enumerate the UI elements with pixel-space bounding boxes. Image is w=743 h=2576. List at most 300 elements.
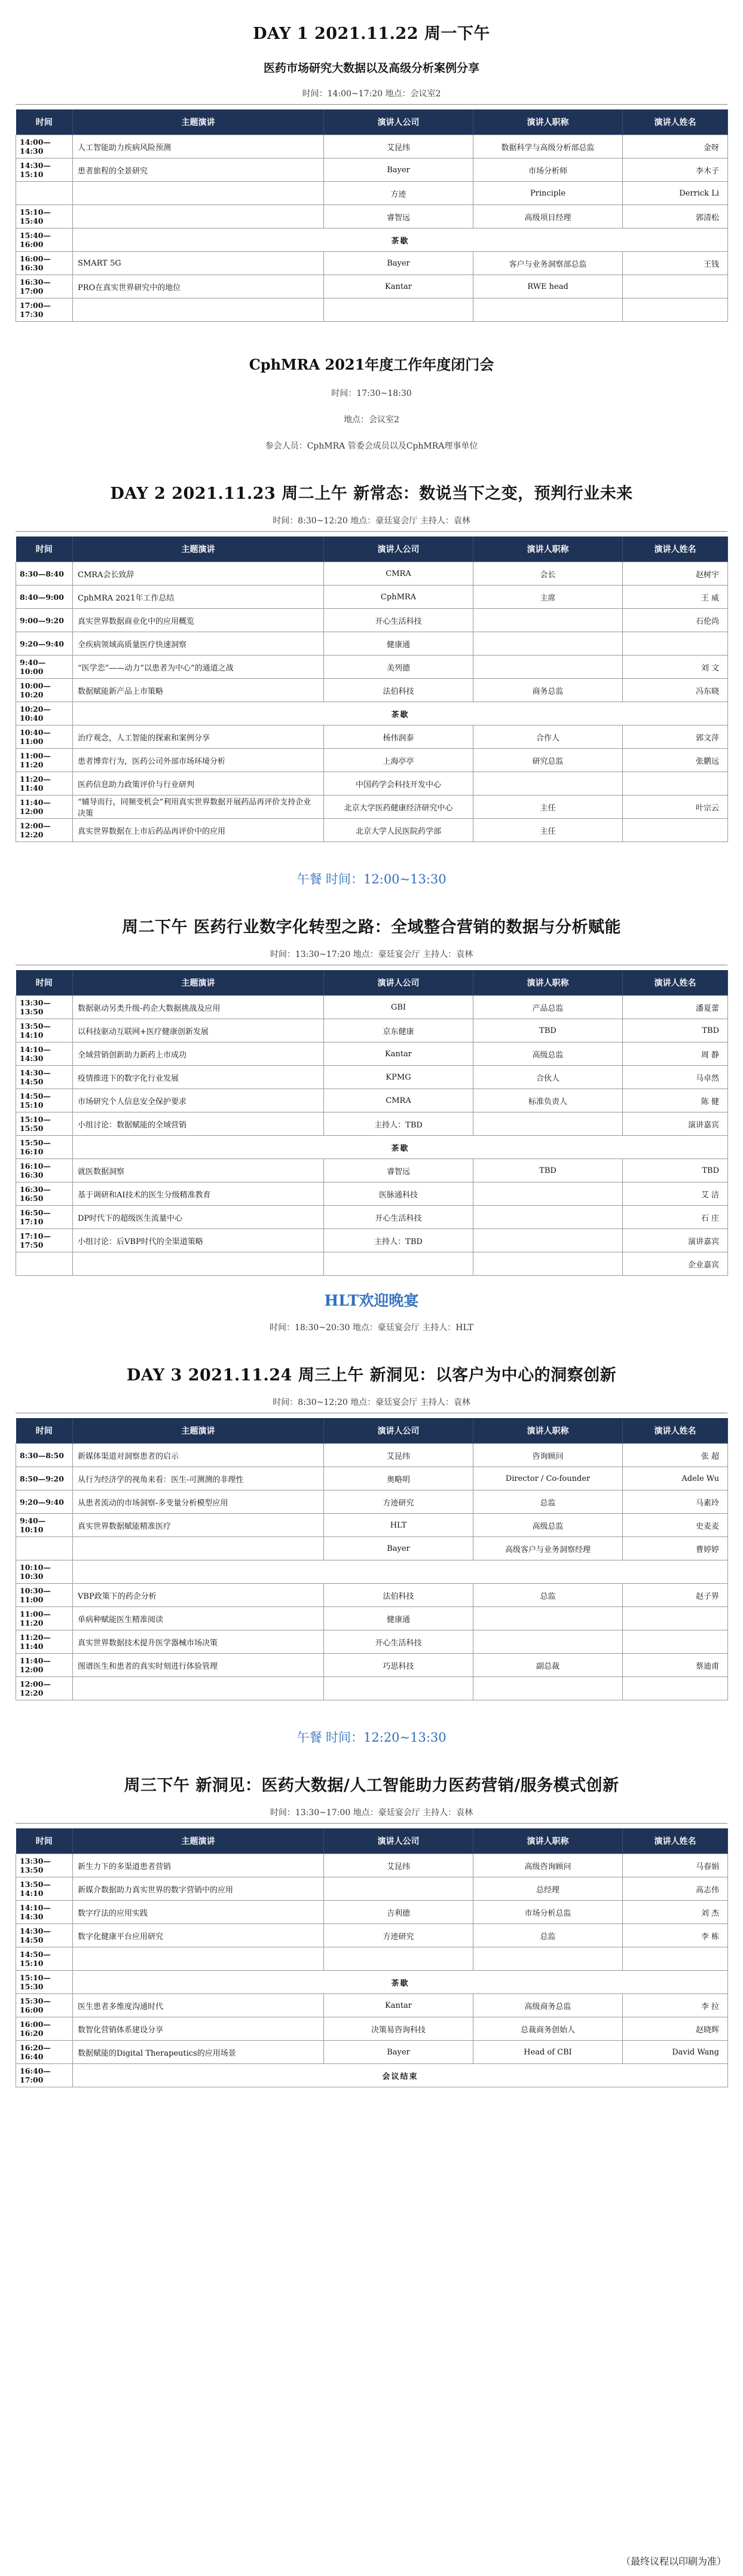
row-title: “医学恋”——动力“以患者为中心”的通道之战: [73, 656, 324, 679]
row-title: 人工智能助力疾病风险预测: [73, 135, 324, 158]
day2pm-schedule-table: [16, 970, 728, 1276]
row-time: 9:40—10:00: [16, 656, 73, 679]
row-title: CMRA会长致辞: [73, 562, 324, 586]
header-title: 主题演讲: [73, 536, 324, 562]
table-row: [16, 1182, 728, 1206]
row-time: 16:00—16:30: [16, 252, 73, 275]
row-speaker: 刘 杰: [623, 1901, 728, 1924]
table-row: [16, 1444, 728, 1467]
row-role: 高级客户与业务洞察经理: [473, 1537, 623, 1560]
row-company: HLT: [324, 1514, 473, 1537]
row-role: Principle: [473, 182, 623, 205]
header-role: 演讲人职称: [473, 1828, 623, 1854]
row-role: 总监: [473, 1584, 623, 1607]
header-company: 演讲人公司: [324, 1418, 473, 1444]
row-role: 市场分析总监: [473, 1901, 623, 1924]
row-speaker: Derrick Li: [623, 182, 728, 205]
table-row: [16, 1630, 728, 1654]
table-row: [16, 1924, 728, 1947]
row-time: 13:30—13:50: [16, 1854, 73, 1877]
row-company: 北京大学人民医院药学部: [324, 819, 473, 842]
day1-schedule-table: [16, 109, 728, 322]
cphmra-place: 地点：会议室2: [344, 415, 399, 425]
row-time: 8:30—8:40: [16, 562, 73, 586]
row-company: 法伯科技: [324, 1584, 473, 1607]
end-label: 会议结束: [73, 2064, 728, 2087]
row-company: 艾昆纬: [324, 135, 473, 158]
row-company: 方迹研究: [324, 1490, 473, 1514]
row-company: 艾昆纬: [324, 1854, 473, 1877]
row-title: 医生患者多维度沟通时代: [73, 1994, 324, 2017]
row-role: 主任: [473, 819, 623, 842]
day3pm-meta: 时间：13:30~17:00 地点：豪廷宴会厅 主持人：袁林: [270, 1808, 473, 1818]
row-time: 8:30—8:50: [16, 1444, 73, 1467]
divider: [16, 531, 727, 532]
day3pm-title: 周三下午 新洞见：医药大数据/人工智能助力医药营销/服务模式创新: [124, 1776, 619, 1795]
row-company: 杨伟润泰: [324, 725, 473, 749]
row-role: 高级总监: [473, 1514, 623, 1537]
row-speaker: 赵晓辉: [623, 2017, 728, 2041]
row-time: 14:30—15:10: [16, 158, 73, 182]
row-title: 以科技驱动互联网+医疗健康创新发展: [73, 1019, 324, 1042]
row-company: 奥略明: [324, 1467, 473, 1490]
row-speaker: 李木子: [623, 158, 728, 182]
table-row: [16, 1112, 728, 1136]
table-row: [16, 182, 728, 205]
row-company: [324, 1252, 473, 1276]
row-title: 数据赋能新产品上市策略: [73, 679, 324, 702]
row-speaker: 王 威: [623, 586, 728, 609]
row-speaker: [623, 275, 728, 298]
day3am-meta: 时间：8:30~12:20 地点：豪廷宴会厅 主持人：袁林: [273, 1398, 470, 1407]
row-role: 总裁商务创始人: [473, 2017, 623, 2041]
table-row: [16, 2017, 728, 2041]
row-company: 睿智远: [324, 205, 473, 228]
row-speaker: 赵树宇: [623, 562, 728, 586]
header-company: 演讲人公司: [324, 109, 473, 135]
header-time: 时间: [16, 109, 73, 135]
row-time: 10:00—10:20: [16, 679, 73, 702]
header-title: 主题演讲: [73, 1828, 324, 1854]
row-company: [324, 1677, 473, 1700]
table-row: [16, 656, 728, 679]
row-company: 开心生活科技: [324, 1206, 473, 1229]
row-role: [473, 1206, 623, 1229]
header-time: 时间: [16, 970, 73, 996]
row-role: [473, 1677, 623, 1700]
row-speaker: 马素玲: [623, 1490, 728, 1514]
row-company: [324, 298, 473, 322]
row-company: [324, 1947, 473, 1971]
row-title: [73, 1677, 324, 1700]
row-speaker: [623, 298, 728, 322]
cphmra-time: 时间：17:30~18:30: [331, 389, 412, 398]
row-time: 14:30—14:50: [16, 1066, 73, 1089]
row-speaker: 蔡迪甫: [623, 1654, 728, 1677]
day1-title: DAY 1 2021.11.22 周一下午: [253, 25, 490, 43]
row-title: [73, 1252, 324, 1276]
divider: [16, 1823, 727, 1824]
row-speaker: 石伦尚: [623, 609, 728, 632]
row-title: 单病种赋能医生精准阅读: [73, 1607, 324, 1630]
row-speaker: David Wang: [623, 2041, 728, 2064]
table-row: [16, 1677, 728, 1700]
row-title: DP时代下的超级医生流量中心: [73, 1206, 324, 1229]
row-time: 8:50—9:20: [16, 1467, 73, 1490]
row-title: 新媒体渠道对洞察患者的启示: [73, 1444, 324, 1467]
row-company: KPMG: [324, 1066, 473, 1089]
row-time: [16, 1537, 73, 1560]
row-speaker: 李 拉: [623, 1994, 728, 2017]
table-header-row: [16, 109, 728, 135]
row-time: 16:50—17:10: [16, 1206, 73, 1229]
row-speaker: 企业嘉宾: [623, 1252, 728, 1276]
header-time: 时间: [16, 1418, 73, 1444]
table-row: [16, 679, 728, 702]
row-time: 14:10—14:30: [16, 1901, 73, 1924]
row-speaker: [623, 632, 728, 656]
header-title: 主题演讲: [73, 970, 324, 996]
row-speaker: 刘 文: [623, 656, 728, 679]
row-speaker: 潘夏蕾: [623, 996, 728, 1019]
header-company: 演讲人公司: [324, 1828, 473, 1854]
row-title: 医药信息助力政策评价与行业研判: [73, 772, 324, 795]
row-company: 上海亭亭: [324, 749, 473, 772]
row-role: [473, 1112, 623, 1136]
row-title: 患者博弈行为，医药公司外部市场环境分析: [73, 749, 324, 772]
row-time: 15:10—15:40: [16, 205, 73, 228]
day3pm-schedule-table: [16, 1828, 728, 2087]
row-time: 13:50—14:10: [16, 1019, 73, 1042]
day2pm-meta: 时间：13:30~17:20 地点：豪廷宴会厅 主持人：袁林: [270, 950, 473, 959]
header-time: 时间: [16, 536, 73, 562]
row-time: 13:30—13:50: [16, 996, 73, 1019]
row-company: 主持人：TBD: [324, 1112, 473, 1136]
row-time: 9:40—10:10: [16, 1514, 73, 1537]
table-row: [16, 1537, 728, 1560]
row-time: 14:00—14:30: [16, 135, 73, 158]
row-title: 真实世界数据商业化中的应用概览: [73, 609, 324, 632]
table-row: [16, 1607, 728, 1630]
table-row: [16, 996, 728, 1019]
table-row: [16, 1066, 728, 1089]
row-role: 合伙人: [473, 1066, 623, 1089]
row-company: 巧思科技: [324, 1654, 473, 1677]
row-role: [473, 1607, 623, 1630]
header-title: 主题演讲: [73, 109, 324, 135]
row-time: 13:50—14:10: [16, 1877, 73, 1901]
row-time: 10:20—10:40: [16, 702, 73, 725]
row-title: 从患者流动的市场洞察-多变量分析模型应用: [73, 1490, 324, 1514]
table-header-row: [16, 970, 728, 996]
row-role: 主任: [473, 795, 623, 819]
row-role: 高级总监: [473, 1042, 623, 1066]
table-row: [16, 298, 728, 322]
row-company: Kantar: [324, 275, 473, 298]
row-time: 17:10—17:50: [16, 1229, 73, 1252]
row-role: [473, 1630, 623, 1654]
table-row: [16, 252, 728, 275]
row-title: [73, 205, 324, 228]
row-title: 新生力下的多渠道患者营销: [73, 1854, 324, 1877]
row-role: 产品总监: [473, 996, 623, 1019]
row-speaker: 演讲嘉宾: [623, 1112, 728, 1136]
cphmra-title: CphMRA 2021年度工作年度闭门会: [249, 356, 494, 373]
row-role: TBD: [473, 1159, 623, 1182]
row-time: 16:20—16:40: [16, 2041, 73, 2064]
row-speaker: 叶宗云: [623, 795, 728, 819]
row-time: 9:20—9:40: [16, 632, 73, 656]
row-title: 小组讨论：后VBP时代的全渠道策略: [73, 1229, 324, 1252]
header-name: 演讲人姓名: [623, 536, 728, 562]
row-time: 9:20—9:40: [16, 1490, 73, 1514]
row-title: 新媒介数据助力真实世界的数字营销中的应用: [73, 1877, 324, 1901]
table-row: [16, 1654, 728, 1677]
break-label: 茶歇: [73, 702, 728, 725]
row-time: 16:30—16:50: [16, 1182, 73, 1206]
row-title: 数字化健康平台应用研究: [73, 1924, 324, 1947]
row-speaker: 马春娟: [623, 1854, 728, 1877]
table-row: [16, 1136, 728, 1159]
row-speaker: TBD: [623, 1159, 728, 1182]
row-company: Bayer: [324, 252, 473, 275]
day3am-title: DAY 3 2021.11.24 周三上午 新洞见：以客户为中心的洞察创新: [126, 1366, 617, 1385]
row-role: 数据科学与高级分析部总监: [473, 135, 623, 158]
row-title: 数智化营销体系建设分享: [73, 2017, 324, 2041]
day2am-title: DAY 2 2021.11.23 周二上午 新常态：数说当下之变，预判行业未来: [110, 484, 633, 503]
row-title: 疫情推进下的数字化行业发展: [73, 1066, 324, 1089]
row-time: 14:30—14:50: [16, 1924, 73, 1947]
lunch-break-2: 午餐 时间：12:20~13:30: [296, 1730, 447, 1745]
table-row: [16, 772, 728, 795]
row-time: 15:40—16:00: [16, 228, 73, 252]
row-time: 15:50—16:10: [16, 1136, 73, 1159]
row-company: 主持人：TBD: [324, 1229, 473, 1252]
row-speaker: Adele Wu: [623, 1467, 728, 1490]
row-time: 14:50—15:10: [16, 1089, 73, 1112]
row-title: [73, 1537, 324, 1560]
row-role: 副总裁: [473, 1654, 623, 1677]
row-role: 标准负责人: [473, 1089, 623, 1112]
table-row: [16, 1514, 728, 1537]
row-title: 基于调研和AI技术的医生分级精准教育: [73, 1182, 324, 1206]
table-row: [16, 632, 728, 656]
row-title: [73, 298, 324, 322]
row-company: Bayer: [324, 158, 473, 182]
table-row: [16, 2041, 728, 2064]
row-role: 会长: [473, 562, 623, 586]
row-company: Kantar: [324, 1994, 473, 2017]
table-row: [16, 158, 728, 182]
row-title: 市场研究个人信息安全保护要求: [73, 1089, 324, 1112]
row-role: 总监: [473, 1490, 623, 1514]
row-speaker: 金呀: [623, 135, 728, 158]
break-label: 茶歇: [73, 1971, 728, 1994]
hlt-dinner-title: HLT欢迎晚宴: [324, 1292, 419, 1309]
row-role: 市场分析师: [473, 158, 623, 182]
header-time: 时间: [16, 1828, 73, 1854]
row-speaker: 高志伟: [623, 1877, 728, 1901]
row-role: [473, 1182, 623, 1206]
row-title: CphMRA 2021年工作总结: [73, 586, 324, 609]
table-row: [16, 562, 728, 586]
row-company: GBI: [324, 996, 473, 1019]
row-title: PRO在真实世界研究中的地位: [73, 275, 324, 298]
table-row: [16, 725, 728, 749]
row-company: 艾昆纬: [324, 1444, 473, 1467]
row-speaker: [623, 1607, 728, 1630]
table-row: [16, 1994, 728, 2017]
row-time: 11:40—12:00: [16, 795, 73, 819]
row-title: 数据驱动另类升级-药企大数据挑战及应用: [73, 996, 324, 1019]
row-time: 16:40—17:00: [16, 2064, 73, 2087]
table-row: [16, 1971, 728, 1994]
header-company: 演讲人公司: [324, 970, 473, 996]
table-row: [16, 609, 728, 632]
row-speaker: 曹婷婷: [623, 1537, 728, 1560]
break-label: [73, 1560, 728, 1584]
row-speaker: 王钱: [623, 252, 728, 275]
row-role: [473, 1229, 623, 1252]
lunch-break-1: 午餐 时间：12:00~13:30: [296, 872, 447, 886]
header-role: 演讲人职称: [473, 970, 623, 996]
day2am-meta: 时间：8:30~12:20 地点：豪廷宴会厅 主持人：袁林: [273, 516, 470, 526]
row-time: 15:10—15:30: [16, 1971, 73, 1994]
row-title: 全疾病领域高质量医疗快速洞察: [73, 632, 324, 656]
row-speaker: 冯东晓: [623, 679, 728, 702]
row-speaker: 张鹏远: [623, 749, 728, 772]
divider: [16, 104, 727, 105]
table-row: [16, 795, 728, 819]
row-speaker: 周 静: [623, 1042, 728, 1066]
row-time: 12:00—12:20: [16, 1677, 73, 1700]
table-row: [16, 1206, 728, 1229]
row-company: 开心生活科技: [324, 609, 473, 632]
row-company: Bayer: [324, 2041, 473, 2064]
table-row: [16, 1901, 728, 1924]
header-role: 演讲人职称: [473, 109, 623, 135]
row-speaker: 陈 健: [623, 1089, 728, 1112]
header-name: 演讲人姓名: [623, 1828, 728, 1854]
row-company: CMRA: [324, 562, 473, 586]
row-role: 主席: [473, 586, 623, 609]
row-time: 11:20—11:40: [16, 772, 73, 795]
row-time: 15:10—15:50: [16, 1112, 73, 1136]
hlt-dinner-meta: 时间：18:30~20:30 地点：豪廷宴会厅 主持人：HLT: [269, 1323, 474, 1333]
row-company: 美列德: [324, 656, 473, 679]
header-role: 演讲人职称: [473, 536, 623, 562]
row-company: 吉利德: [324, 1901, 473, 1924]
row-role: RWE head: [473, 275, 623, 298]
row-role: Head of CBI: [473, 2041, 623, 2064]
row-title: 就医数据洞察: [73, 1159, 324, 1182]
table-row: [16, 1159, 728, 1182]
row-time: 15:30—16:00: [16, 1994, 73, 2017]
table-row: [16, 135, 728, 158]
row-time: 10:40—11:00: [16, 725, 73, 749]
row-role: 总经理: [473, 1877, 623, 1901]
table-row: [16, 1877, 728, 1901]
table-row: [16, 228, 728, 252]
row-speaker: [623, 1677, 728, 1700]
row-time: [16, 1252, 73, 1276]
row-company: Bayer: [324, 1537, 473, 1560]
row-company: CphMRA: [324, 586, 473, 609]
table-row: [16, 1854, 728, 1877]
table-row: [16, 1229, 728, 1252]
row-company: 决策易咨询科技: [324, 2017, 473, 2041]
day1-meta: 时间：14:00~17:20 地点：会议室2: [302, 89, 441, 99]
row-role: [473, 656, 623, 679]
row-title: [73, 1947, 324, 1971]
row-company: 健康通: [324, 1607, 473, 1630]
row-role: 总监: [473, 1924, 623, 1947]
row-time: 16:10—16:30: [16, 1159, 73, 1182]
row-title: SMART 5G: [73, 252, 324, 275]
row-speaker: [623, 819, 728, 842]
row-speaker: 赵子界: [623, 1584, 728, 1607]
agenda-page: [16, 0, 727, 2087]
row-role: [473, 609, 623, 632]
row-title: 真实世界数据在上市后药品再评价中的应用: [73, 819, 324, 842]
row-time: 11:40—12:00: [16, 1654, 73, 1677]
row-role: 商务总监: [473, 679, 623, 702]
row-time: 10:30—11:00: [16, 1584, 73, 1607]
row-speaker: 史麦麦: [623, 1514, 728, 1537]
row-title: 治疗观念，人工智能的探索和案例分享: [73, 725, 324, 749]
row-speaker: 马卓然: [623, 1066, 728, 1089]
row-company: 睿智远: [324, 1159, 473, 1182]
table-row: [16, 1584, 728, 1607]
row-company: 中国药学会科技开发中心: [324, 772, 473, 795]
row-role: [473, 1252, 623, 1276]
row-company: 法伯科技: [324, 679, 473, 702]
row-title: 小组讨论：数据赋能的全域营销: [73, 1112, 324, 1136]
row-title: [73, 182, 324, 205]
table-row: [16, 1560, 728, 1584]
table-row: [16, 586, 728, 609]
row-speaker: 郭文萍: [623, 725, 728, 749]
row-role: [473, 298, 623, 322]
row-title: 数字疗法的应用实践: [73, 1901, 324, 1924]
row-company: 京东健康: [324, 1019, 473, 1042]
row-time: [16, 182, 73, 205]
table-row: [16, 1490, 728, 1514]
row-speaker: 石 庄: [623, 1206, 728, 1229]
row-company: 方迹: [324, 182, 473, 205]
table-header-row: [16, 1418, 728, 1444]
day2pm-title: 周二下午 医药行业数字化转型之路：全域整合营销的数据与分析赋能: [122, 918, 621, 937]
row-company: [324, 1877, 473, 1901]
header-title: 主题演讲: [73, 1418, 324, 1444]
row-role: 合作人: [473, 725, 623, 749]
row-role: TBD: [473, 1019, 623, 1042]
row-speaker: 郭清松: [623, 205, 728, 228]
row-company: 方迹研究: [324, 1924, 473, 1947]
header-name: 演讲人姓名: [623, 970, 728, 996]
row-title: 患者旅程的全景研究: [73, 158, 324, 182]
row-role: 研究总监: [473, 749, 623, 772]
row-time: 16:30—17:00: [16, 275, 73, 298]
row-role: 客户与业务洞察部总监: [473, 252, 623, 275]
row-time: 11:20—11:40: [16, 1630, 73, 1654]
table-row: [16, 205, 728, 228]
cphmra-attend: 参会人员：CphMRA 管委会成员以及CphMRA理事单位: [265, 441, 478, 451]
row-speaker: 艾 洁: [623, 1182, 728, 1206]
row-role: 高级项目经理: [473, 205, 623, 228]
row-time: 8:40—9:00: [16, 586, 73, 609]
table-row: [16, 1467, 728, 1490]
